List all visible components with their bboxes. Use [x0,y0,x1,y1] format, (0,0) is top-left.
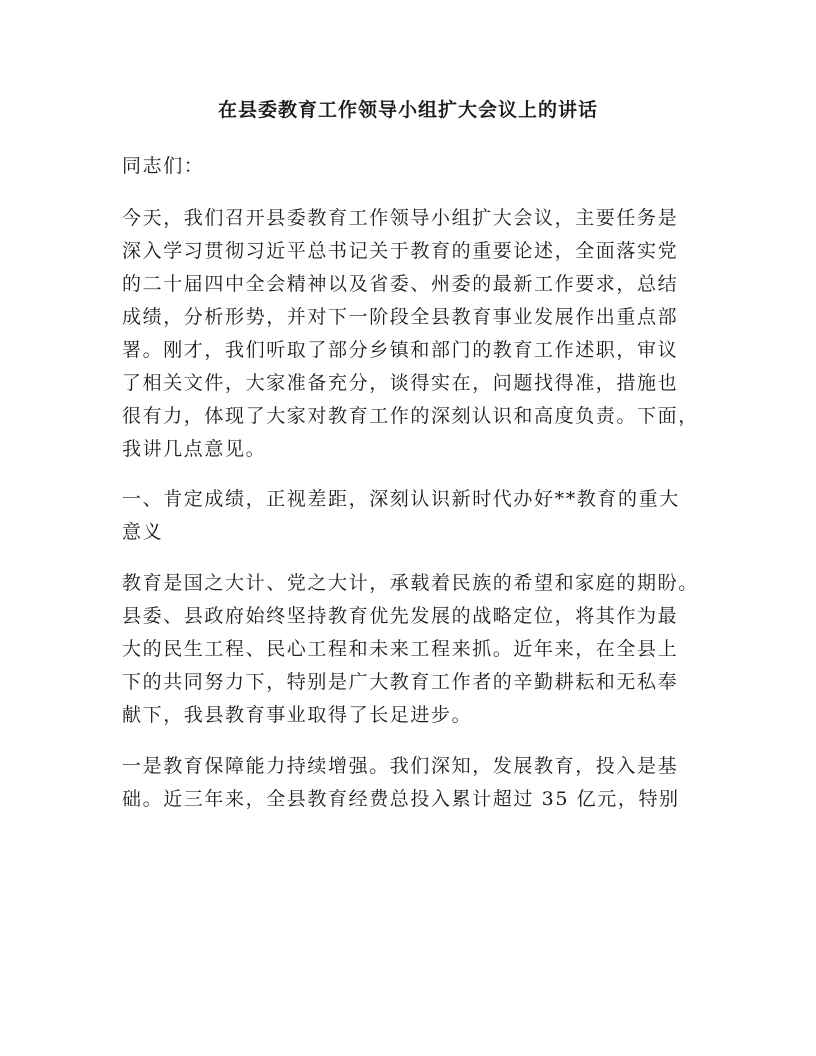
paragraph-line: 署。刚才，我们听取了部分乡镇和部门的教育工作述职，审议 [122,339,679,361]
paragraph-line: 下的共同努力下，特别是广大教育工作者的辛勤耕耘和无私奉 [122,671,679,693]
paragraph-line: 很有力，体现了大家对教育工作的深刻认识和高度负责。下面， [122,405,699,427]
paragraph-line: 今天，我们召开县委教育工作领导小组扩大会议，主要任务是 [122,207,679,229]
section-heading-line: 意义 [122,521,164,543]
paragraph-line: 成绩，分析形势，并对下一阶段全县教育事业发展作出重点部 [122,306,679,328]
paragraph-line: 大的民生工程、民心工程和未来工程来抓。近年来，在全县上 [122,638,679,660]
paragraph-line: 一是教育保障能力持续增强。我们深知，发展教育，投入是基 [122,755,679,777]
paragraph-line: 献下，我县教育事业取得了长足进步。 [122,704,473,726]
salutation: 同志们： [122,155,205,177]
paragraph-line: 我讲几点意见。 [122,438,267,460]
paragraph-line: 县委、县政府始终坚持教育优先发展的战略定位，将其作为最 [122,605,679,627]
paragraph-line: 教育是国之大计、党之大计，承载着民族的希望和家庭的期盼。 [122,572,699,594]
paragraph-line: 的二十届四中全会精神以及省委、州委的最新工作要求，总结 [122,273,679,295]
section-heading-line: 一、肯定成绩，正视差距，深刻认识新时代办好**教育的重大 [122,488,680,510]
paragraph-line: 了相关文件，大家准备充分，谈得实在，问题找得准，措施也 [122,372,679,394]
document-title: 在县委教育工作领导小组扩大会议上的讲话 [217,99,598,121]
paragraph-line: 础。近三年来，全县教育经费总投入累计超过 35 亿元，特别 [122,788,680,810]
paragraph-line: 深入学习贯彻习近平总书记关于教育的重要论述，全面落实党 [122,240,679,262]
